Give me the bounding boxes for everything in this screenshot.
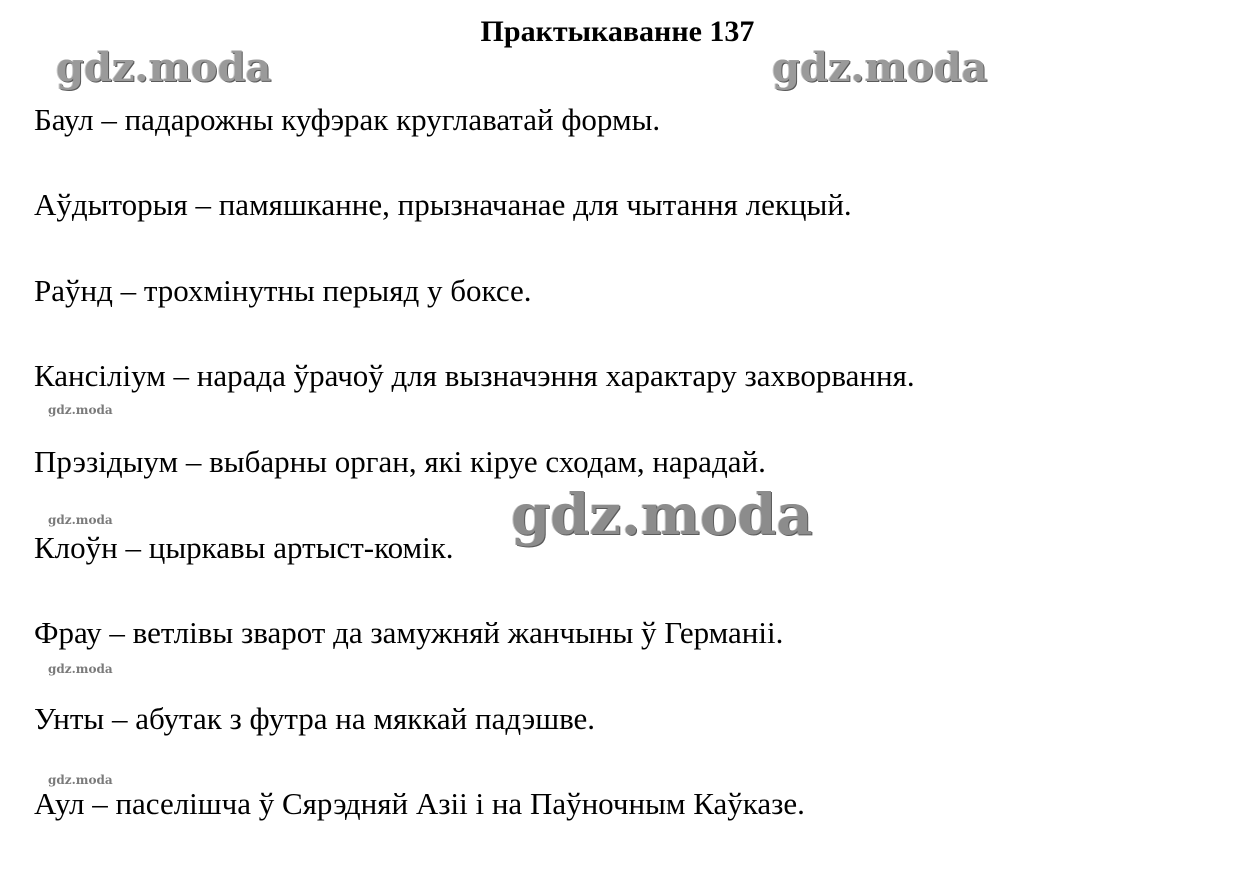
definition-line: Кансіліум – нарада ўрачоў для вызначэння характару захворвання. [34, 358, 915, 393]
watermark-small: gdz.moda [48, 513, 113, 527]
watermark-small: gdz.moda [48, 773, 113, 787]
definition-line: Аул – паселішча ў Сярэдняй Азіі і на Паўночным Каўказе. [34, 786, 805, 821]
definition-line: Баул – падарожны куфэрак круглаватай формы. [34, 102, 661, 137]
definition-line: Аўдыторыя – памяшканне, прызначанае для чытання лекцый. [34, 187, 852, 222]
watermark-small: gdz.moda [48, 403, 113, 417]
watermark-top-right: gdz.moda [772, 44, 988, 91]
watermark-center: gdz.moda [511, 482, 813, 548]
watermark-small: gdz.moda [48, 662, 113, 676]
definition-line: Клоўн – цыркавы артыст-комік. [34, 530, 454, 565]
page-title: Практыкаванне 137 [480, 15, 755, 48]
definition-line: Унты – абутак з футра на мяккай падэшве. [34, 701, 596, 736]
watermark-top-left: gdz.moda [56, 44, 272, 91]
definition-line: Фрау – ветлівы зварот да замужняй жанчыны ў Германіі. [34, 615, 784, 650]
definition-line: Прэзідыум – выбарны орган, які кіруе сходам, нарадай. [34, 444, 766, 479]
definition-line: Раўнд – трохмінутны перыяд у боксе. [34, 273, 532, 308]
